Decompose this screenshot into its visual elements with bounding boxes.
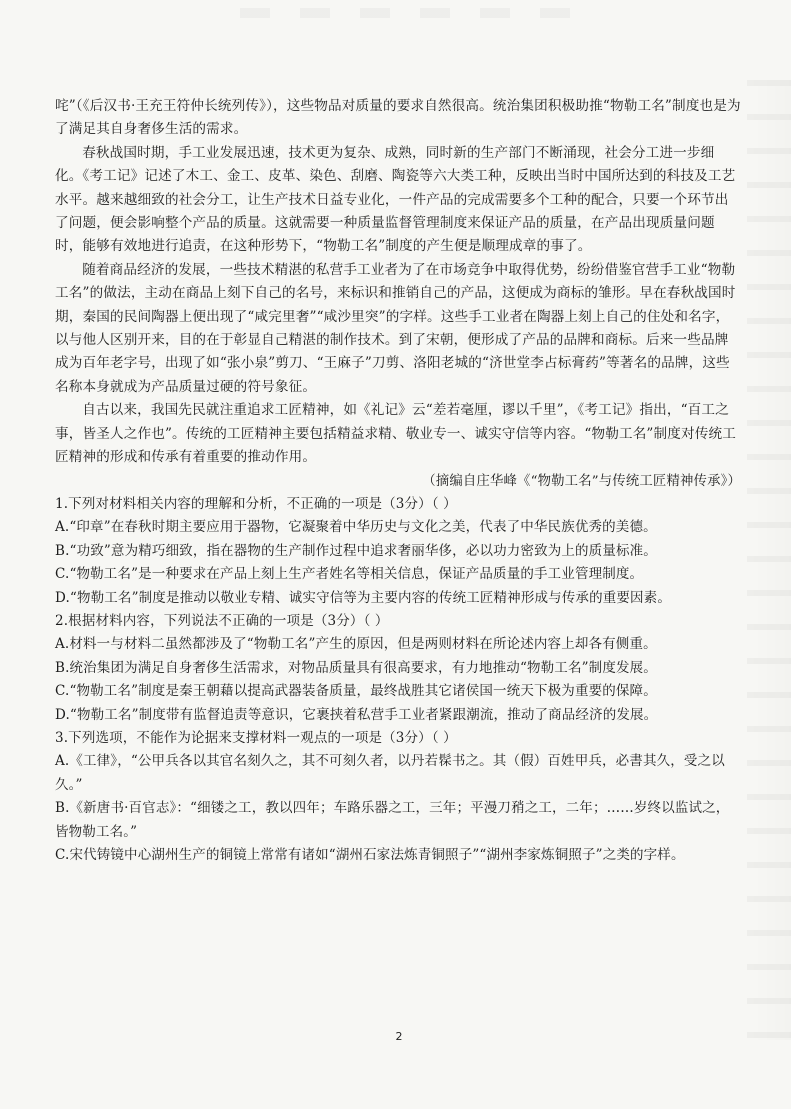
source-citation: （摘编自庄华峰《“物勒工名”与传统工匠精神传承》） [422,473,741,489]
question-2-option-a: A.材料一与材料二虽然都涉及了“物勒工名”产生的原因，但是两则材料在所论述内容上却各有侧重。 [55,636,657,653]
question-2-stem: 2.根据材料内容，下列说法不正确的一项是（3分）（ ） [55,612,389,629]
question-3-stem: 3.下列选项，不能作为论据来支撑材料一观点的一项是（3分）（ ） [55,729,457,746]
paragraph-3: 随着商品经济的发展，一些技术精湛的私营手工业者为了在市场竞争中取得优势，纷纷借鉴官营手工业“物勒工名”的做法，主动在商品上刻下自己的名号，来标识和推销自己的产品，这便成为商标的雏形。早在春秋战国时期，秦国的民间陶器上便出现了“咸完里奢”“咸沙里突”的字样。这些手工业者在陶器上刻上自己的住处和名字，以与他人区别开来，目的在于彰显自己精湛的制作技术。到了宋朝，便形成了产品的品牌和商标。后来一些品牌成为百年老字号，出现了如“张小泉”剪刀、“王麻子”刀剪、洛阳老城的“济世堂李占标膏药”等著名的品牌，这些名称本身就成为产品质量过硬的符号象征。 [55,261,736,395]
question-3-option-a: A.《工律》，“公甲兵各以其官名刻久之，其不可刻久者，以丹若髹书之。其（假）百姓甲兵，必書其久，受之以久。” [55,753,725,793]
question-1-option-c: C.“物勒工名”是一种要求在产品上刻上生产者姓名等相关信息，保证产品质量的手工业管理制度。 [55,566,644,583]
question-1-stem: 1.下列对材料相关内容的理解和分析，不正确的一项是（3分）（ ） [55,495,457,512]
question-2-option-c: C.“物勒工名”制度是秦王朝藉以提高武器装备质量，最终战胜其它诸侯国一统天下极为重要的保障。 [55,683,657,700]
scan-artifact-top [240,8,600,18]
paragraph-2: 春秋战国时期，手工业发展迅速，技术更为复杂、成熟，同时新的生产部门不断涌现，社会分工进一步细化。《考工记》记述了木工、金工、皮革、染色、刮磨、陶瓷等六大类工种，反映出当时中国所达到的科技及工艺水平。越来越细致的社会分工，让生产技术日益专业化，一件产品的完成需要多个工种的配合，只要一个环节出了问题，便会影响整个产品的质量。这就需要一种质量监督管理制度来保证产品的质量，在产品出现质量问题时，能够有效地进行追责，在这种形势下，“物勒工名”制度的产生便是顺理成章的事了。 [55,144,736,255]
question-3-option-c: C.宋代铸镜中心湖州生产的铜镜上常常有诸如“湖州石家法炼青铜照子”“湖州李家炼铜照子”之类的字样。 [55,847,685,863]
question-2-option-b: B.统治集团为满足自身奢侈生活需求，对物品质量具有很高要求，有力地推动“物勒工名”制度发展。 [55,659,657,676]
question-3-option-b: B.《新唐书·百官志》：“细镂之工，教以四年；车路乐器之工，三年；平漫刀矟之工，二年；……岁终以监试之，皆物勒工名。” [55,800,730,840]
question-1-option-d: D.“物勒工名”制度是推动以敬业专精、诚实守信等为主要内容的传统工匠精神形成与传承的重要因素。 [55,589,671,606]
question-1-option-b: B.“功致”意为精巧细致，指在器物的生产制作过程中追求奢丽华侈，必以功力密致为上的质量标准。 [55,542,657,559]
document-body [55,95,741,867]
page-number: 2 [395,1030,403,1043]
paragraph-4: 自古以来，我国先民就注重追求工匠精神，如《礼记》云“差若毫厘，谬以千里”，《考工记》指出，“百工之事，皆圣人之作也”。传统的工匠精神主要包括精益求精、敬业专一、诚实守信等内容。“物勒工名”制度对传统工匠精神的形成和传承有着重要的推动作用。 [55,402,736,466]
paragraph-1: 咤”（《后汉书·王充王符仲长统列传》），这些物品对质量的要求自然很高。统治集团积极助推“物勒工名”制度也是为了满足其自身奢侈生活的需求。 [55,98,741,138]
scan-artifact-right [747,80,791,1040]
question-2-option-d: D.“物勒工名”制度带有监督追责等意识，它裹挟着私营手工业者紧跟潮流，推动了商品经济的发展。 [55,706,658,723]
question-1-option-a: A.“印章”在春秋时期主要应用于器物，它凝聚着中华历史与文化之美，代表了中华民族优秀的美德。 [55,519,657,536]
